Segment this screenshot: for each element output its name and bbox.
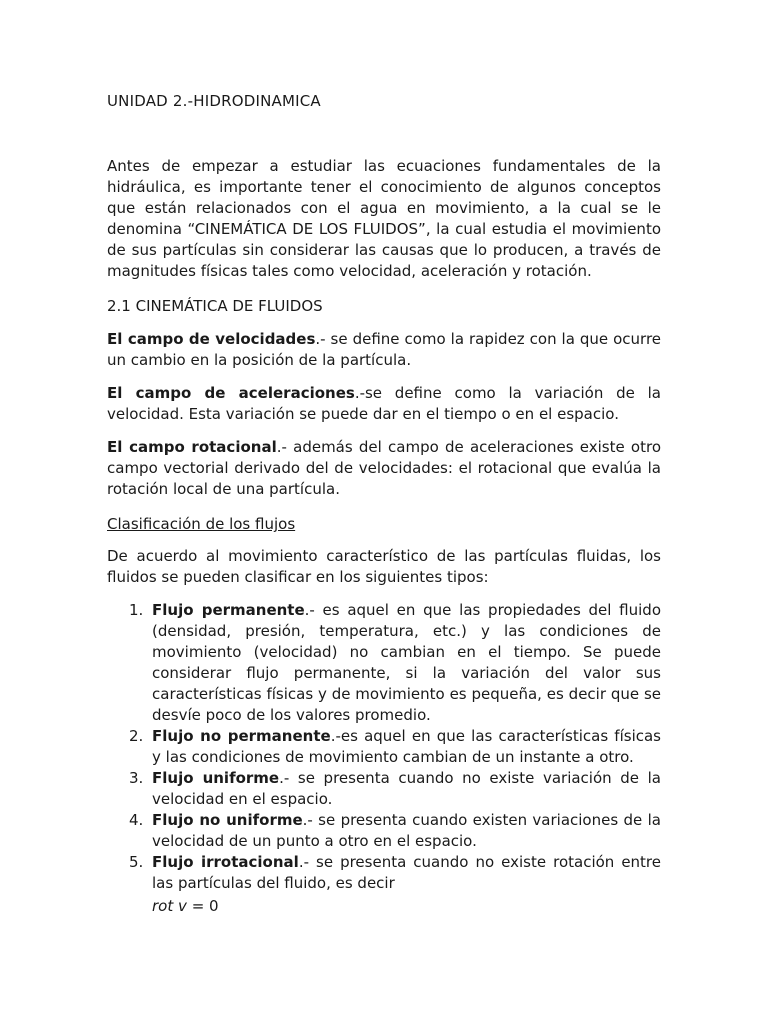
section-heading: 2.1 CINEMÁTICA DE FLUIDOS — [107, 297, 323, 315]
definition-term: El campo de velocidades — [107, 330, 316, 348]
irrotational-formula — [152, 896, 219, 917]
list-item — [107, 726, 661, 768]
flow-text: .-es aquel en que las características físicas y las condiciones de movimiento cambian de un instante a otro. — [152, 727, 661, 766]
list-item-number: 4. — [129, 811, 144, 829]
list-item — [107, 810, 661, 852]
formula-operator: rot — [152, 897, 174, 915]
flow-term: Flujo no uniforme — [152, 811, 303, 829]
definition-acceleration-field — [107, 383, 661, 425]
intro-paragraph: Antes de empezar a estudiar las ecuaciones fundamentales de la hidráulica, es importante tener el conocimiento de algunos conceptos que están relacionados con el agua en movimiento, a la cual se le denomina “CINEMÁTICA DE LOS FLUIDOS”, la cual estudia el movimiento de sus partículas sin considerar las causas que lo producen, a través de magnitudes físicas tales como velocidad, aceleración y rotación. — [107, 157, 661, 280]
definition-rotational-field — [107, 437, 661, 500]
flow-term: Flujo no permanente — [152, 727, 331, 745]
definition-text: .- además del campo de aceleraciones existe otro campo vectorial derivado del de velocidades: el rotacional que evalúa la rotación local de una partícula. — [107, 438, 662, 498]
list-item-number: 2. — [129, 727, 144, 745]
definition-text: .-se define como la variación de la velocidad. Esta variación se puede dar en el tiempo o en el espacio. — [107, 384, 661, 423]
definition-velocity-field — [107, 329, 661, 371]
flow-text: .- es aquel en que las propiedades del fluido (densidad, presión, temperatura, etc.) y las condiciones de movimiento (velocidad) no cambian en el tiempo. Se puede considerar flujo permanente, si la variación del valor sus características físicas y de movimiento es pequeña, es decir que se desvíe poco de los valores promedio. — [152, 601, 661, 724]
list-item-number: 1. — [129, 601, 144, 619]
flow-term: Flujo uniforme — [152, 769, 280, 787]
list-item — [107, 852, 661, 894]
flow-types-list — [107, 600, 661, 894]
classification-heading: Clasificación de los flujos — [107, 515, 296, 533]
flow-term: Flujo irrotacional — [152, 853, 299, 871]
flow-text: .- se presenta cuando existen variaciones de la velocidad de un punto a otro en el espacio. — [152, 811, 661, 850]
classification-intro: De acuerdo al movimiento característico de las partículas fluidas, los fluidos se pueden clasificar en los siguientes tipos: — [107, 547, 661, 586]
formula-rhs: = 0 — [191, 897, 219, 915]
list-item-number: 5. — [129, 853, 144, 871]
flow-text: .- se presenta cuando no existe rotación entre las partículas del fluido, es decir — [152, 853, 661, 892]
flow-term: Flujo permanente — [152, 601, 305, 619]
flow-text: .- se presenta cuando no existe variación de la velocidad en el espacio. — [152, 769, 661, 808]
definition-term: El campo de aceleraciones — [107, 384, 355, 402]
definition-term: El campo rotacional — [107, 438, 277, 456]
list-item — [107, 768, 661, 810]
formula-variable: v — [178, 897, 187, 915]
list-item-number: 3. — [129, 769, 144, 787]
definition-text: .- se define como la rapidez con la que ocurre un cambio en la posición de la partícula. — [107, 330, 662, 369]
document-title: UNIDAD 2.-HIDRODINAMICA — [107, 92, 321, 110]
list-item — [107, 600, 661, 726]
